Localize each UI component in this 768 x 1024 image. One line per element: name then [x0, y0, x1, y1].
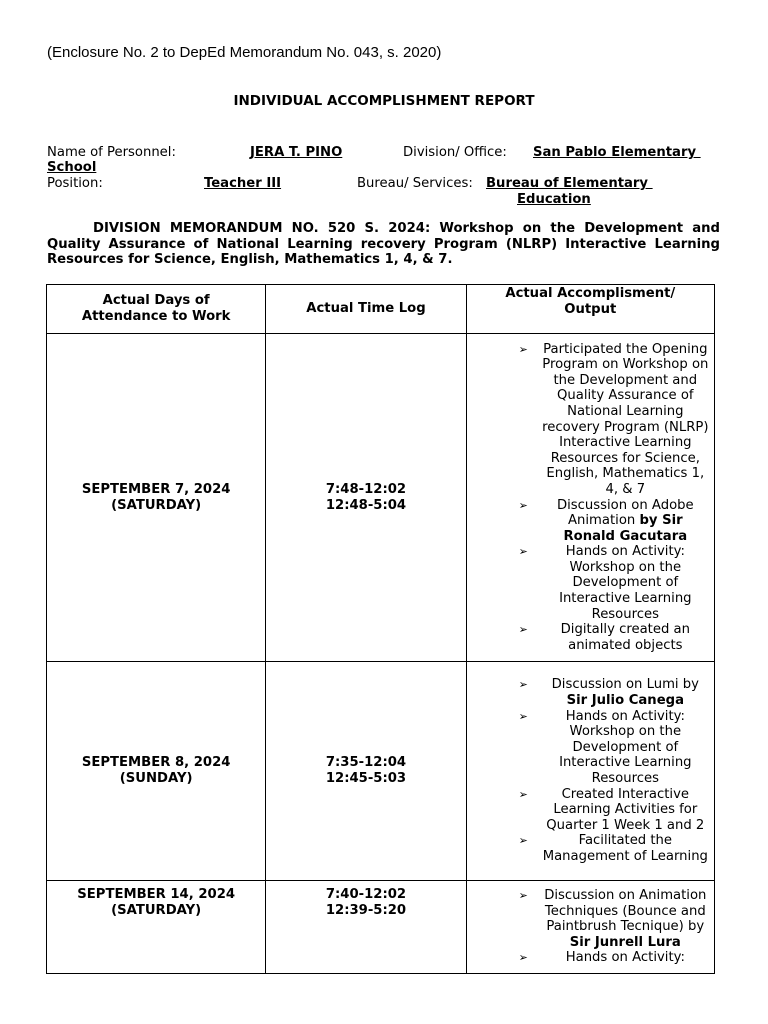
- time-afternoon: 12:45-5:03: [325, 771, 407, 786]
- arrowhead-bullet-icon: ➢: [518, 623, 528, 637]
- day-line: (SATURDAY): [111, 497, 202, 513]
- accomplishment-cell: [466, 662, 714, 881]
- time-morning: 7:35-12:04: [325, 755, 407, 771]
- header-accomplishment: Actual Accomplisment/ Output: [466, 285, 714, 334]
- date-line: SEPTEMBER 7, 2024: [81, 481, 231, 497]
- list-item: ➢ Hands on Activity: Workshop on the Development of Interactive Learning Resources: [518, 708, 692, 786]
- arrowhead-bullet-icon: ➢: [518, 498, 528, 512]
- memo-text: DIVISION MEMORANDUM NO. 520 S. 2024: Workshop on the Development and Quality Assurance of National Learning recovery Program (NLRP) Interactive Learning Resources for Science, English, Mathematics 1, 4, & 7.: [47, 221, 720, 268]
- time-morning: 7:40-12:02: [325, 887, 407, 902]
- date-line: SEPTEMBER 8, 2024: [81, 755, 231, 771]
- arrowhead-bullet-icon: ➢: [518, 709, 528, 723]
- day-line: (SUNDAY): [119, 771, 193, 786]
- accomplishment-list: [467, 888, 714, 966]
- arrowhead-bullet-icon: ➢: [518, 342, 528, 356]
- time-cell: [266, 334, 466, 662]
- position-label: Position:: [47, 176, 103, 191]
- time-cell: [266, 662, 466, 881]
- list-item: ➢ Hands on Activity: Workshop on the Development of Interactive Learning Resources: [518, 544, 692, 622]
- arrowhead-bullet-icon: ➢: [518, 787, 528, 801]
- accomplishment-list: [467, 342, 714, 654]
- report-title: INDIVIDUAL ACCOMPLISHMENT REPORT: [233, 93, 535, 109]
- date-cell: [47, 881, 266, 974]
- accomplishment-cell: [466, 881, 714, 974]
- accomplishment-cell: [466, 334, 714, 662]
- bureau-label: Bureau/ Services:: [357, 176, 473, 191]
- time-afternoon: 12:48-5:04: [325, 497, 407, 513]
- list-item: ➢ Digitally created an animated objects: [518, 622, 690, 653]
- arrowhead-bullet-icon: ➢: [518, 834, 528, 848]
- bureau-value-line2: Education: [517, 192, 591, 207]
- day-line: (SATURDAY): [111, 902, 202, 918]
- header-time-log: Actual Time Log: [266, 285, 466, 334]
- enclosure-note: (Enclosure No. 2 to DepEd Memorandum No. 043, s. 2020): [47, 44, 442, 61]
- table-row: [47, 662, 715, 881]
- bureau-value-line1: Bureau of Elementary: [486, 176, 653, 191]
- list-item: ➢ Facilitated the Management of Learning: [518, 833, 708, 864]
- arrowhead-bullet-icon: ➢: [518, 545, 528, 559]
- arrowhead-bullet-icon: ➢: [518, 678, 528, 692]
- date-cell: [47, 334, 266, 662]
- memo-paragraph: [47, 221, 720, 268]
- time-morning: 7:48-12:02: [325, 481, 407, 497]
- name-label: Name of Personnel:: [47, 145, 176, 160]
- table-row: [47, 881, 715, 974]
- date-cell: [47, 662, 266, 881]
- time-afternoon: 12:39-5:20: [325, 902, 407, 918]
- list-item: ➢ Discussion on Animation Techniques (Bounce and Paintbrush Tecnique) by Sir Junrell Lura: [518, 888, 707, 950]
- division-value-line1: San Pablo Elementary: [533, 145, 701, 160]
- position-value: Teacher III: [204, 176, 282, 191]
- list-item: ➢ Created Interactive Learning Activities for Quarter 1 Week 1 and 2: [518, 786, 705, 833]
- date-line: SEPTEMBER 14, 2024: [77, 887, 236, 902]
- table-header-row: [47, 285, 715, 334]
- list-item: ➢ Participated the Opening Program on Workshop on the Development and Quality Assurance of National Learning recovery Program (NLRP) Interactive Learning Resources for Science, English, Mathematics 1, 4, & 7: [518, 341, 709, 497]
- table-row: [47, 334, 715, 662]
- arrowhead-bullet-icon: ➢: [518, 889, 528, 903]
- division-label: Division/ Office:: [403, 145, 507, 160]
- accomplishment-list: [467, 677, 714, 864]
- name-value: JERA T. PINO: [250, 145, 343, 160]
- accomplishment-table: [46, 284, 715, 974]
- list-item: ➢ Hands on Activity:: [518, 950, 685, 966]
- header-days: Actual Days of Attendance to Work: [47, 285, 266, 334]
- list-item: ➢ Discussion on Adobe Animation by Sir Ronald Gacutara: [518, 497, 694, 544]
- division-value-line2: School: [47, 160, 97, 175]
- list-item: ➢ Discussion on Lumi by Sir Julio Canega: [518, 677, 699, 709]
- time-cell: [266, 881, 466, 974]
- arrowhead-bullet-icon: ➢: [518, 951, 528, 965]
